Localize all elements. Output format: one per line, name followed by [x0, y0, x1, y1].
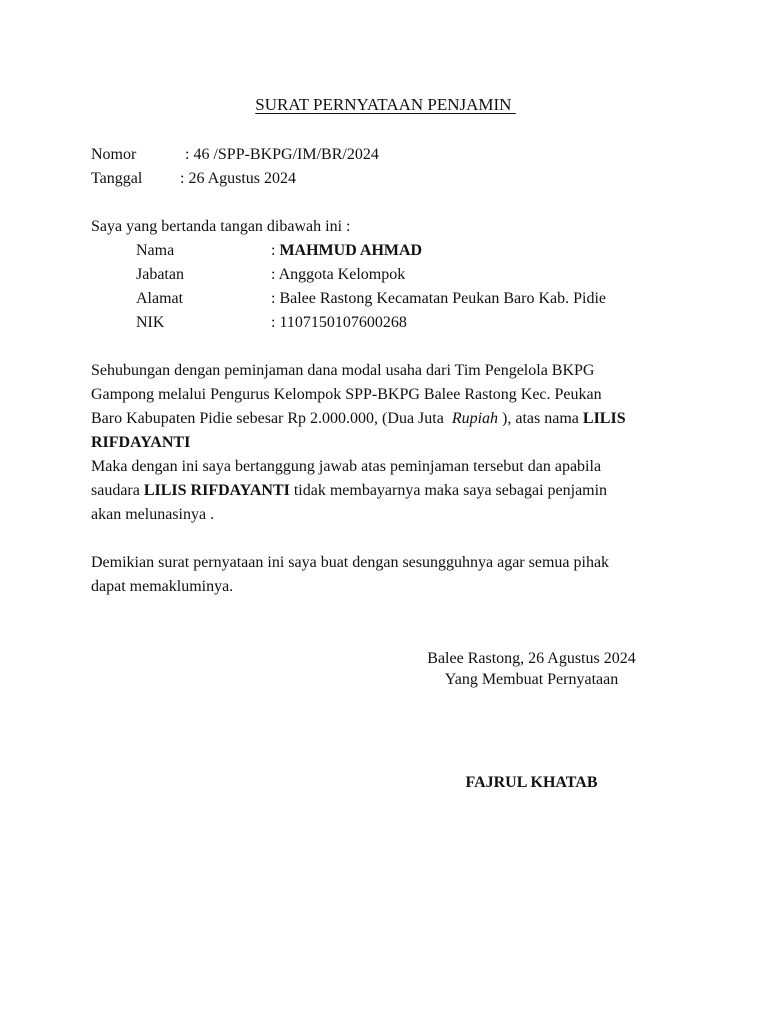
paragraph-text: ), atas nama: [498, 410, 583, 427]
nama-value: [271, 239, 422, 263]
paragraph-text: saudara: [91, 482, 144, 499]
paragraph-line: Maka dengan ini saya bertanggung jawab atas peminjaman tersebut dan apabila: [91, 458, 602, 475]
paragraph-line: Demikian surat pernyataan ini saya buat dengan sesungguhnya agar semua pihak: [91, 554, 610, 571]
signatory-name-text: FAJRUL KHATAB: [465, 774, 598, 791]
nama-colon: :: [271, 242, 280, 259]
nama-label: Nama: [136, 242, 175, 259]
paragraph-line: [91, 479, 691, 503]
paragraph-line: Gampong melalui Pengurus Kelompok SPP-BKPG Balee Rastong Kec. Peukan: [91, 386, 602, 403]
borrower-name-part1: LILIS: [582, 410, 626, 427]
nik-label: NIK: [136, 314, 165, 331]
paragraph-text: Baro Kabupaten Pidie sebesar Rp 2.000.000, (Dua Juta: [91, 410, 452, 427]
paragraph-line: dapat memakluminya.: [91, 578, 234, 595]
nama-name: MAHMUD AHMAD: [279, 242, 423, 259]
borrower-name-part2: RIFDAYANTI: [91, 434, 191, 451]
jabatan-value: : Anggota Kelompok: [271, 266, 406, 283]
tanggal-value: : 26 Agustus 2024: [180, 170, 297, 187]
document-title: SURAT PERNYATAAN PENJAMIN: [255, 95, 516, 114]
borrower-name: LILIS RIFDAYANTI: [143, 482, 290, 499]
nomor-label: Nomor: [91, 146, 137, 163]
paragraph-text: tidak membayarnya maka saya sebagai penjamin: [289, 482, 608, 499]
paragraph-line: akan melunasinya .: [91, 506, 215, 523]
tanggal-label: Tanggal: [91, 170, 143, 187]
alamat-value: : Balee Rastong Kecamatan Peukan Baro Kab. Pidie: [271, 290, 607, 307]
statement-paragraph: [91, 359, 691, 527]
signatory-name: [400, 771, 663, 795]
signature-place-date: Balee Rastong, 26 Agustus 2024: [427, 650, 636, 667]
jabatan-label: Jabatan: [136, 266, 184, 283]
nomor-value: : 46 /SPP-BKPG/IM/BR/2024: [185, 146, 379, 163]
paragraph-line: [91, 431, 691, 455]
intro-text: Saya yang bertanda tangan dibawah ini :: [91, 218, 351, 235]
paragraph-line: Sehubungan dengan peminjaman dana modal usaha dari Tim Pengelola BKPG: [91, 362, 595, 379]
nik-value: : 1107150107600268: [271, 314, 407, 331]
paragraph-line: [91, 407, 691, 431]
closing-paragraph: [91, 551, 691, 599]
rupiah-italic: Rupiah: [451, 410, 499, 427]
signature-role: Yang Membuat Pernyataan: [444, 671, 619, 688]
alamat-label: Alamat: [136, 290, 184, 307]
